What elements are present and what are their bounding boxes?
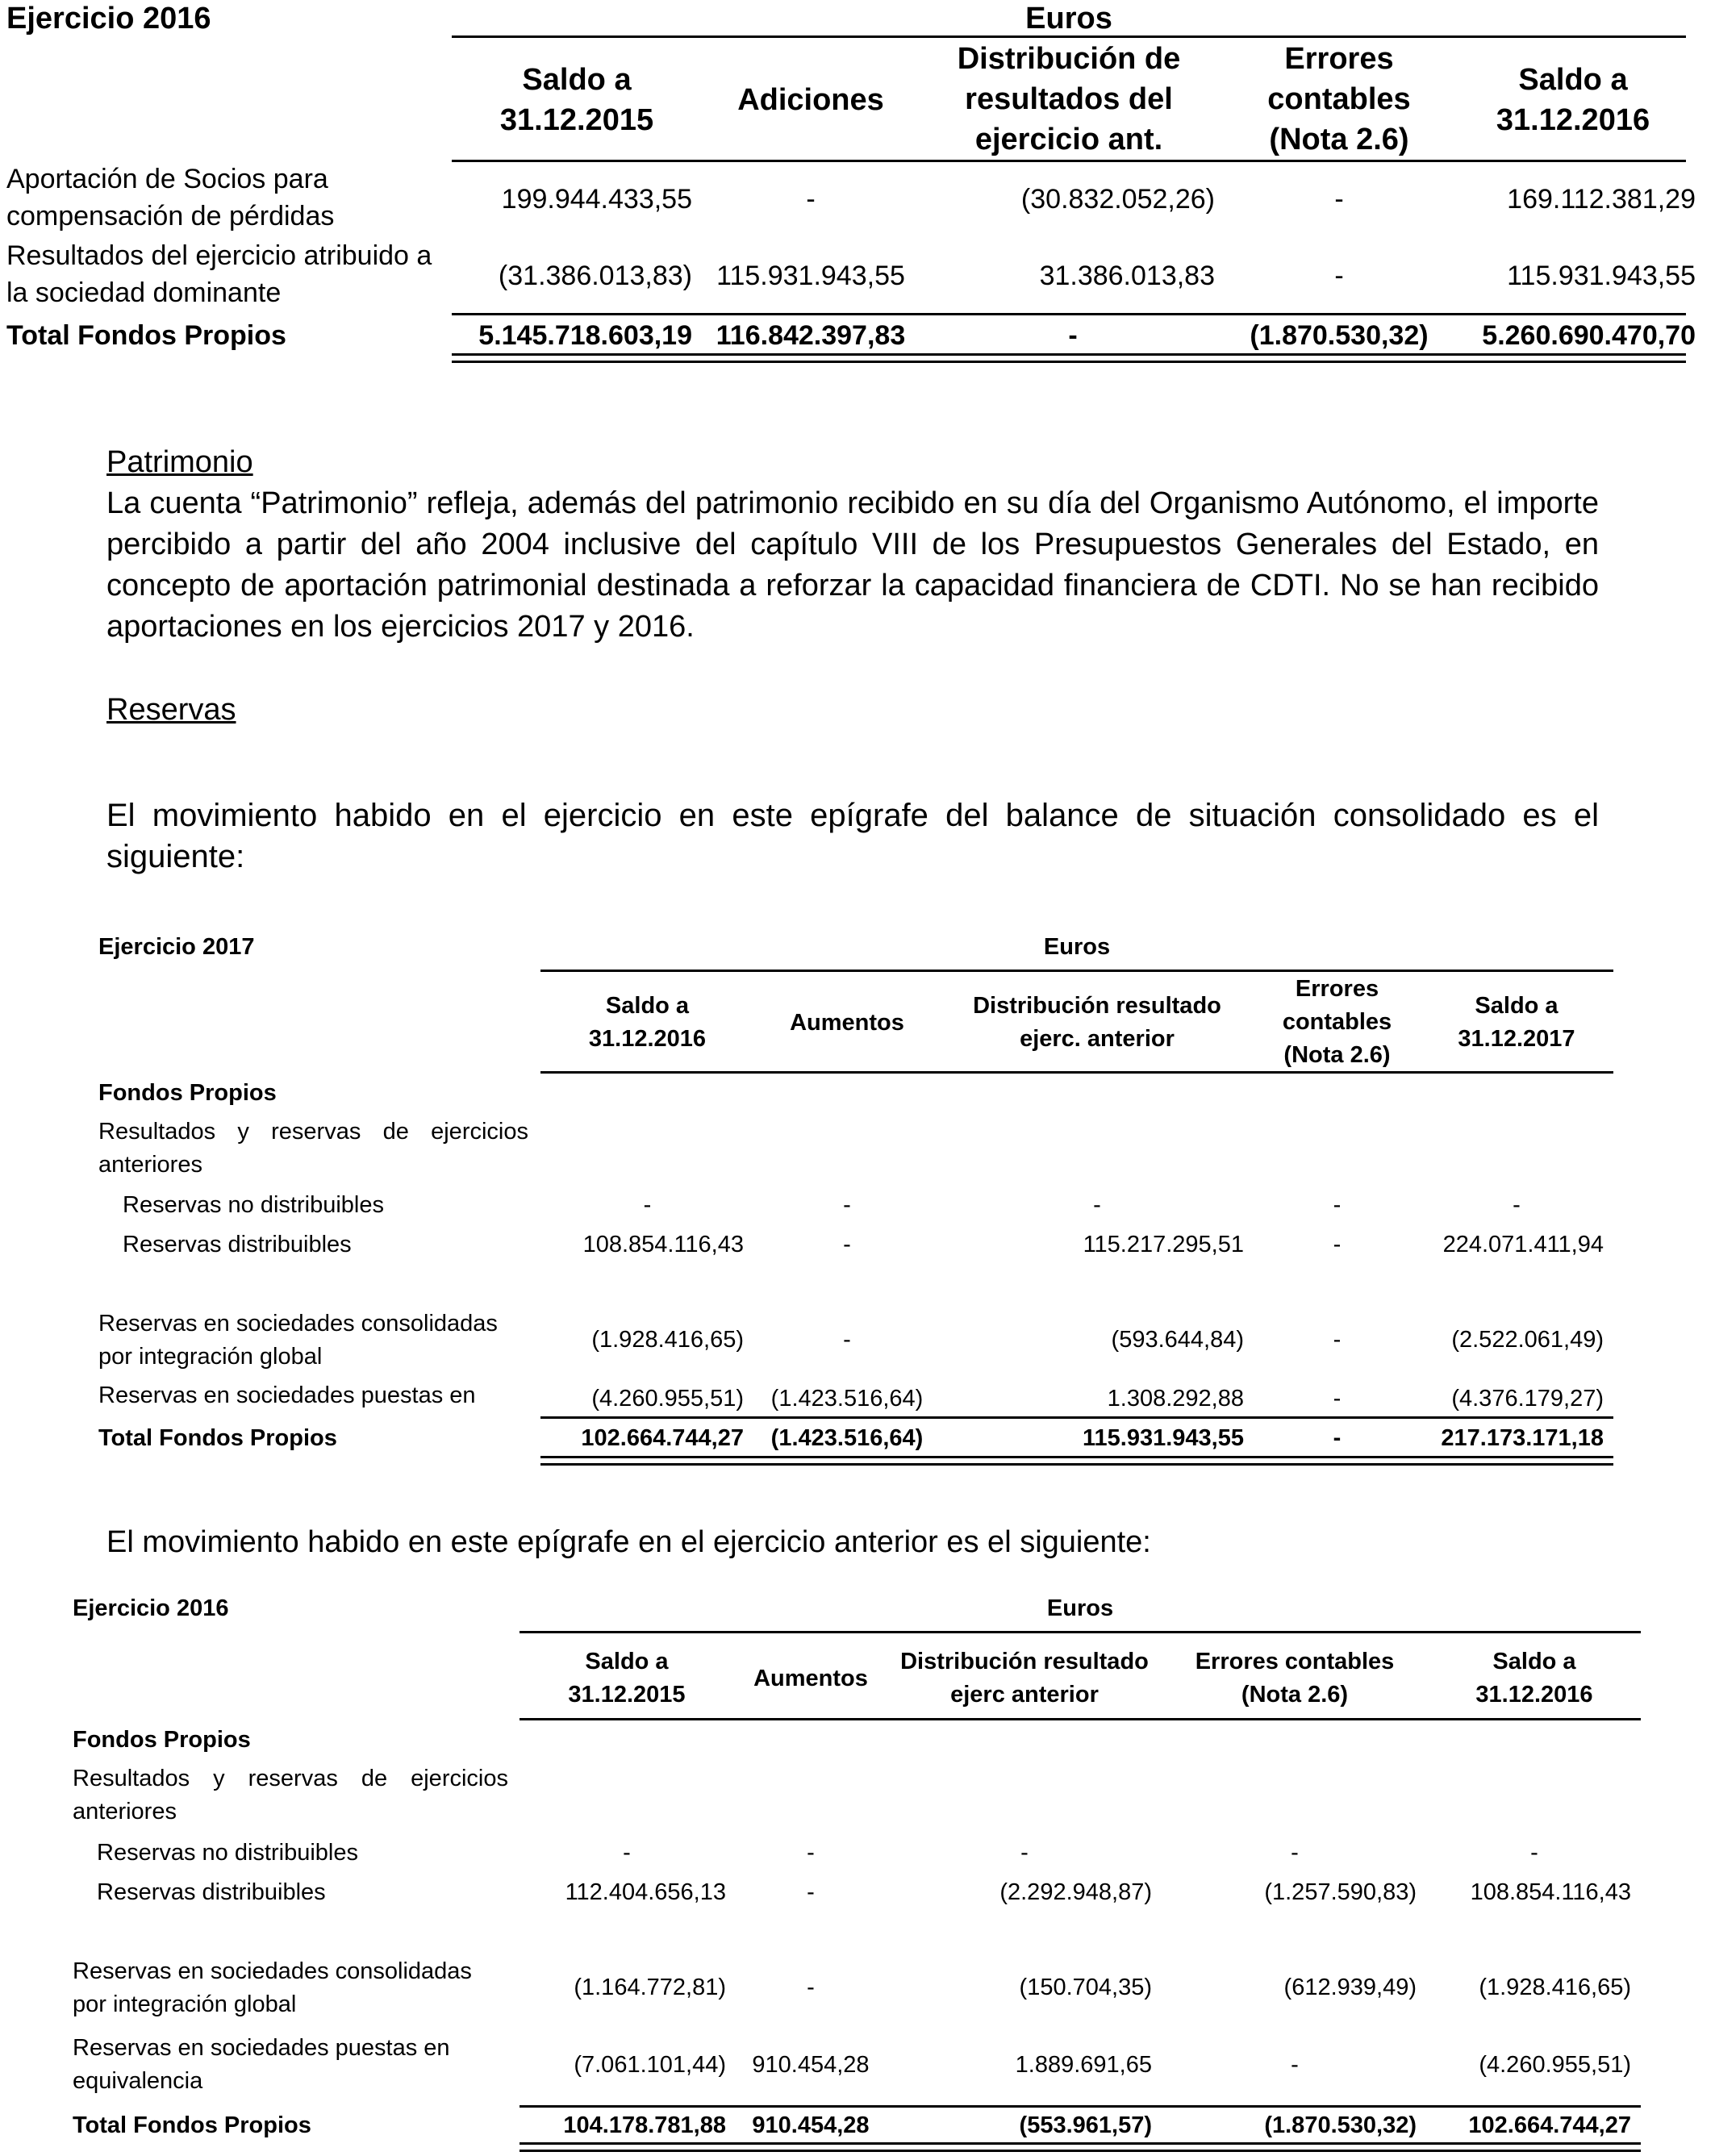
cell: - — [807, 1879, 815, 1905]
row-label: Reservas distribuibles — [97, 1879, 326, 1905]
currency-label: Euros — [1043, 934, 1111, 960]
cell: - — [1291, 2052, 1299, 2078]
cell: - — [843, 1232, 851, 1257]
currency-label: Euros — [1025, 2, 1112, 35]
row-label: Reservas distribuibles — [123, 1232, 352, 1257]
cell: (150.704,35) — [1019, 1975, 1152, 2000]
total-cell: 104.178.781,88 — [563, 2112, 726, 2138]
col-header: Saldo a 31.12.2016 — [588, 993, 707, 1052]
total-cell: (1.870.530,32) — [1250, 320, 1429, 351]
total-cell: - — [1068, 320, 1078, 351]
cell: 108.854.116,43 — [1470, 1879, 1631, 1905]
cell: - — [643, 1192, 652, 1218]
cell: - — [1093, 1192, 1101, 1218]
total-cell: - — [1333, 1425, 1342, 1451]
col-header: Saldo a 31.12.2016 — [1496, 63, 1650, 137]
cell: (30.832.052,26) — [1020, 184, 1215, 215]
table-title: Ejercicio 2017 — [98, 934, 255, 960]
total-cell: 102.664.744,27 — [1468, 2112, 1631, 2138]
col-header: Adiciones — [737, 83, 884, 117]
cell: - — [623, 1840, 631, 1866]
total-cell: 116.842.397,83 — [716, 320, 906, 351]
cell: - — [1334, 261, 1344, 291]
cell: - — [1333, 1192, 1342, 1218]
cell: - — [807, 1840, 815, 1866]
cell: 115.217.295,51 — [1083, 1232, 1244, 1257]
total-cell: (553.961,57) — [1019, 2112, 1152, 2138]
row-label: Reservas en sociedades puestas en — [98, 1382, 476, 1408]
total-cell: 5.145.718.603,19 — [478, 320, 692, 351]
cell: - — [1291, 1840, 1299, 1866]
cell: (1.257.590,83) — [1264, 1879, 1417, 1905]
section-label: Fondos Propios — [73, 1727, 251, 1753]
total-cell: 217.173.171,18 — [1441, 1425, 1604, 1451]
currency-label: Euros — [1046, 1595, 1114, 1621]
row-label: Aportación de Socios para compensación de pérdidas — [6, 164, 335, 231]
col-header: Distribución resultado ejerc anterior — [900, 1649, 1149, 1708]
prev-intro: El movimiento habido en este epígrafe en el ejercicio anterior es el siguiente: — [106, 1525, 1151, 1559]
row-label: Reservas no distribuibles — [123, 1192, 384, 1218]
patrimonio-text: La cuenta “Patrimonio” refleja, además del patrimonio recibido en su día del Organismo Autónomo, el importe percibido a partir del año 2004 inclusive del capítulo VIII de los Presupuestos Generales del Estado, en concepto de aportación patrimonial destinada a reforzar la capacidad financiera de CDTI. No se han recibido aportaciones en los ejercicios 2017 y 2016. — [106, 486, 1599, 644]
col-header: Aumentos — [790, 1010, 904, 1036]
cell: (2.292.948,87) — [999, 1879, 1152, 1905]
cell: - — [1333, 1327, 1342, 1353]
cell: 199.944.433,55 — [501, 184, 692, 215]
cell: (1.928.416,65) — [591, 1327, 744, 1353]
cell: 112.404.656,13 — [565, 1879, 726, 1905]
col-header: Saldo a 31.12.2015 — [499, 63, 654, 137]
col-header: Errores contables (Nota 2.6) — [1282, 976, 1392, 1068]
col-header: Errores contables (Nota 2.6) — [1195, 1649, 1395, 1708]
col-header: Errores contables (Nota 2.6) — [1267, 42, 1411, 156]
cell: - — [1333, 1386, 1342, 1412]
total-label: Total Fondos Propios — [73, 2112, 311, 2138]
cell: 115.931.943,55 — [1507, 261, 1696, 291]
col-header: Saldo a 31.12.2015 — [568, 1649, 686, 1708]
group-label: Resultados y reservas de ejercicios anteriores — [98, 1119, 528, 1178]
reservas-intro: El movimiento habido en el ejercicio en este epígrafe del balance de situación consolidado es el siguiente: — [106, 798, 1599, 874]
cell: (2.522.061,49) — [1451, 1327, 1604, 1353]
cell: - — [1513, 1192, 1521, 1218]
cell: (4.376.179,27) — [1451, 1386, 1604, 1412]
cell: (4.260.955,51) — [591, 1386, 744, 1412]
col-header: Saldo a 31.12.2017 — [1458, 993, 1575, 1052]
cell: (1.928.416,65) — [1479, 1975, 1631, 2000]
table-title: Ejercicio 2016 — [73, 1595, 229, 1621]
col-header: Aumentos — [753, 1666, 868, 1691]
cell: (7.061.101,44) — [574, 2052, 726, 2078]
cell: 1.308.292,88 — [1107, 1386, 1244, 1412]
col-header: Distribución resultado ejerc. anterior — [973, 993, 1221, 1052]
col-header: Distribución de resultados del ejercicio ant. — [957, 42, 1181, 156]
cell: (1.164.772,81) — [574, 1975, 726, 2000]
reservas-heading: Reservas — [106, 693, 236, 727]
total-label: Total Fondos Propios — [98, 1425, 337, 1451]
row-label: Reservas en sociedades consolidadas por integración global — [98, 1311, 498, 1370]
cell: 108.854.116,43 — [582, 1232, 744, 1257]
total-cell: 910.454,28 — [752, 2112, 870, 2138]
cell: - — [806, 184, 816, 215]
cell: - — [1530, 1840, 1538, 1866]
cell: 169.112.381,29 — [1507, 184, 1696, 215]
cell: - — [807, 1975, 815, 2000]
row-label: Reservas en sociedades puestas en equivalencia — [73, 2035, 450, 2094]
cell: 910.454,28 — [752, 2052, 870, 2078]
cell: 31.386.013,83 — [1039, 261, 1215, 291]
total-cell: 102.664.744,27 — [581, 1425, 744, 1451]
section-label: Fondos Propios — [98, 1080, 277, 1106]
row-label: Reservas en sociedades consolidadas por integración global — [73, 1958, 472, 2017]
cell: (593.644,84) — [1111, 1327, 1244, 1353]
col-header: Saldo a 31.12.2016 — [1475, 1649, 1593, 1708]
total-cell: (1.870.530,32) — [1264, 2112, 1417, 2138]
cell: (612.939,49) — [1283, 1975, 1417, 2000]
cell: (31.386.013,83) — [498, 261, 692, 291]
cell: - — [1333, 1232, 1342, 1257]
table-title: Ejercicio 2016 — [6, 2, 211, 35]
row-label: Reservas no distribuibles — [97, 1840, 358, 1866]
total-cell: 115.931.943,55 — [1083, 1425, 1244, 1451]
cell: - — [843, 1192, 851, 1218]
cell: - — [1334, 184, 1344, 215]
cell: 115.931.943,55 — [716, 261, 905, 291]
cell: - — [1020, 1840, 1029, 1866]
total-cell: (1.423.516,64) — [770, 1425, 924, 1451]
row-label: Resultados del ejercicio atribuido a la sociedad dominante — [6, 240, 432, 308]
total-cell: 5.260.690.470,70 — [1482, 320, 1696, 351]
total-label: Total Fondos Propios — [6, 320, 286, 351]
cell: (4.260.955,51) — [1479, 2052, 1631, 2078]
patrimonio-heading: Patrimonio — [106, 445, 253, 479]
cell: - — [843, 1327, 851, 1353]
group-label: Resultados y reservas de ejercicios anteriores — [73, 1766, 508, 1824]
cell: 1.889.691,65 — [1015, 2052, 1152, 2078]
cell: (1.423.516,64) — [770, 1386, 924, 1412]
cell: 224.071.411,94 — [1442, 1232, 1604, 1257]
